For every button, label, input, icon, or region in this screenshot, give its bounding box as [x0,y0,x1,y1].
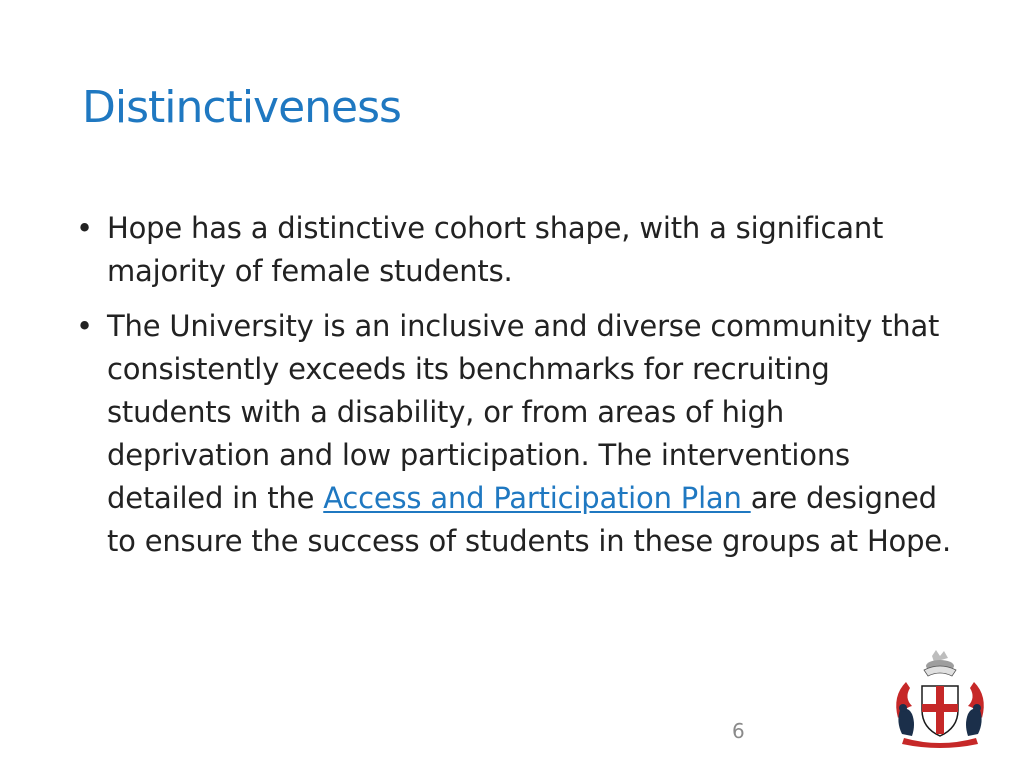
bullet-item [72,305,952,563]
bullet-list [72,207,952,575]
access-participation-plan-link[interactable]: Access and Participation Plan [323,481,751,515]
bullet-icon: • [76,211,93,245]
bullet-icon: • [76,309,93,343]
university-crest-logo [886,648,994,748]
bullet-item [72,207,952,293]
slide-title: Distinctiveness [82,82,401,133]
page-number: 6 [732,719,745,743]
bullet-text-before: The University is an inclusive and diverse community that consistently exceeds its benchmarks for recruiting students with a disability, or from areas of high deprivation and low participation. The interventions detailed in the [107,309,940,515]
bullet-text-after: are designed to ensure the success of students in these groups at Hope. [107,481,951,558]
bullet-text: Hope has a distinctive cohort shape, with a significant majority of female students. [107,211,884,288]
